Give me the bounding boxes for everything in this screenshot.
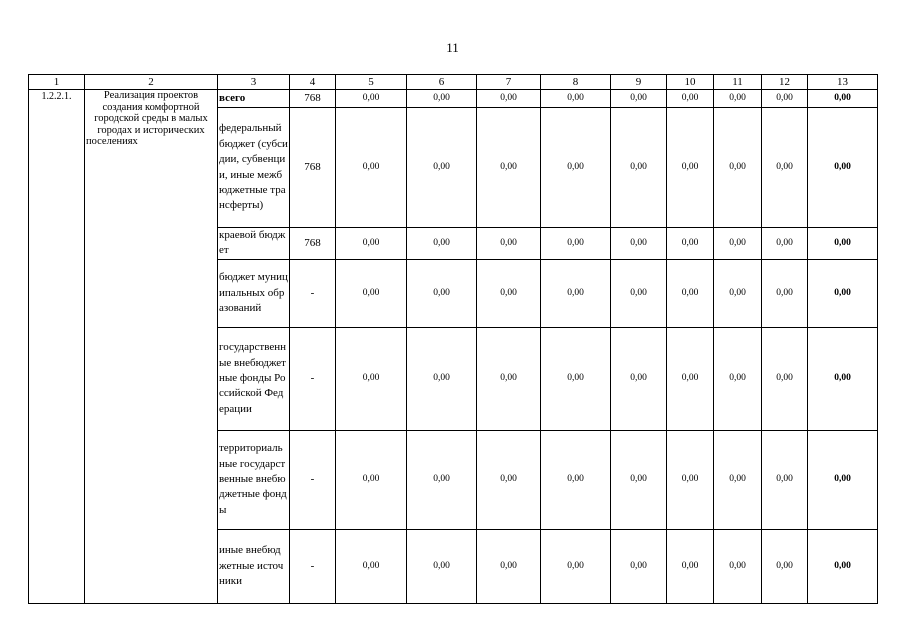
- column-header: 9: [611, 75, 667, 90]
- funding-source: краевой бюджет: [218, 228, 290, 260]
- item-code: 1.2.2.1.: [29, 90, 85, 604]
- column-header: 2: [85, 75, 218, 90]
- item-name: Реализация проектов создания комфортной городской среды в малых городах и исторических поселениях: [85, 90, 218, 604]
- value-cell: 0,00: [762, 529, 808, 603]
- value-cell: 0,00: [667, 327, 714, 430]
- total-cell: 0,00: [808, 228, 878, 260]
- value-cell: 0,00: [477, 108, 541, 228]
- value-cell: 0,00: [667, 108, 714, 228]
- value-cell: 0,00: [477, 90, 541, 108]
- code-cell: -: [290, 529, 336, 603]
- table-row: [29, 90, 878, 108]
- value-cell: 0,00: [541, 90, 611, 108]
- funding-source: всего: [218, 90, 290, 108]
- column-header: 12: [762, 75, 808, 90]
- value-cell: 0,00: [714, 430, 762, 529]
- value-cell: 0,00: [714, 228, 762, 260]
- value-cell: 0,00: [336, 529, 407, 603]
- funding-source: государственные внебюджетные фонды Российской Федерации: [218, 327, 290, 430]
- value-cell: 0,00: [541, 228, 611, 260]
- value-cell: 0,00: [541, 529, 611, 603]
- value-cell: 0,00: [611, 327, 667, 430]
- value-cell: 0,00: [667, 529, 714, 603]
- value-cell: 0,00: [611, 228, 667, 260]
- value-cell: 0,00: [611, 259, 667, 327]
- value-cell: 0,00: [762, 108, 808, 228]
- value-cell: 0,00: [541, 108, 611, 228]
- value-cell: 0,00: [714, 108, 762, 228]
- value-cell: 0,00: [667, 259, 714, 327]
- value-cell: 0,00: [407, 529, 477, 603]
- value-cell: 0,00: [667, 228, 714, 260]
- column-header: 8: [541, 75, 611, 90]
- value-cell: 0,00: [477, 259, 541, 327]
- funding-source: иные внебюджетные источники: [218, 529, 290, 603]
- value-cell: 0,00: [407, 108, 477, 228]
- funding-source: бюджет муниципальных образований: [218, 259, 290, 327]
- code-cell: 768: [290, 90, 336, 108]
- value-cell: 0,00: [714, 90, 762, 108]
- value-cell: 0,00: [611, 90, 667, 108]
- page-number: 11: [446, 40, 459, 55]
- value-cell: 0,00: [477, 228, 541, 260]
- column-header: 1: [29, 75, 85, 90]
- value-cell: 0,00: [336, 259, 407, 327]
- code-cell: 768: [290, 108, 336, 228]
- column-header: 7: [477, 75, 541, 90]
- column-header: 3: [218, 75, 290, 90]
- column-header: 5: [336, 75, 407, 90]
- value-cell: 0,00: [336, 327, 407, 430]
- value-cell: 0,00: [714, 529, 762, 603]
- total-cell: 0,00: [808, 430, 878, 529]
- value-cell: 0,00: [336, 228, 407, 260]
- value-cell: 0,00: [541, 430, 611, 529]
- value-cell: 0,00: [541, 327, 611, 430]
- column-header: 6: [407, 75, 477, 90]
- value-cell: 0,00: [336, 430, 407, 529]
- value-cell: 0,00: [762, 90, 808, 108]
- total-cell: 0,00: [808, 108, 878, 228]
- value-cell: 0,00: [336, 90, 407, 108]
- total-cell: 0,00: [808, 259, 878, 327]
- value-cell: 0,00: [762, 228, 808, 260]
- value-cell: 0,00: [667, 90, 714, 108]
- value-cell: 0,00: [407, 327, 477, 430]
- column-header: 10: [667, 75, 714, 90]
- total-cell: 0,00: [808, 529, 878, 603]
- total-cell: 0,00: [808, 327, 878, 430]
- column-header: 4: [290, 75, 336, 90]
- code-cell: -: [290, 430, 336, 529]
- value-cell: 0,00: [477, 430, 541, 529]
- code-cell: -: [290, 259, 336, 327]
- code-cell: 768: [290, 228, 336, 260]
- value-cell: 0,00: [762, 259, 808, 327]
- budget-table: [28, 74, 878, 604]
- column-header: 13: [808, 75, 878, 90]
- code-cell: -: [290, 327, 336, 430]
- value-cell: 0,00: [477, 529, 541, 603]
- value-cell: 0,00: [762, 430, 808, 529]
- value-cell: 0,00: [407, 430, 477, 529]
- value-cell: 0,00: [762, 327, 808, 430]
- funding-source: федеральный бюджет (субсидии, субвенции, иные межбюджетные трансферты): [218, 108, 290, 228]
- value-cell: 0,00: [611, 430, 667, 529]
- value-cell: 0,00: [667, 430, 714, 529]
- column-header: 11: [714, 75, 762, 90]
- header-row: [29, 75, 878, 90]
- value-cell: 0,00: [714, 327, 762, 430]
- value-cell: 0,00: [477, 327, 541, 430]
- value-cell: 0,00: [611, 529, 667, 603]
- total-cell: 0,00: [808, 90, 878, 108]
- value-cell: 0,00: [611, 108, 667, 228]
- value-cell: 0,00: [407, 90, 477, 108]
- value-cell: 0,00: [336, 108, 407, 228]
- funding-source: территориальные государственные внебюджетные фонды: [218, 430, 290, 529]
- value-cell: 0,00: [407, 228, 477, 260]
- value-cell: 0,00: [541, 259, 611, 327]
- value-cell: 0,00: [714, 259, 762, 327]
- value-cell: 0,00: [407, 259, 477, 327]
